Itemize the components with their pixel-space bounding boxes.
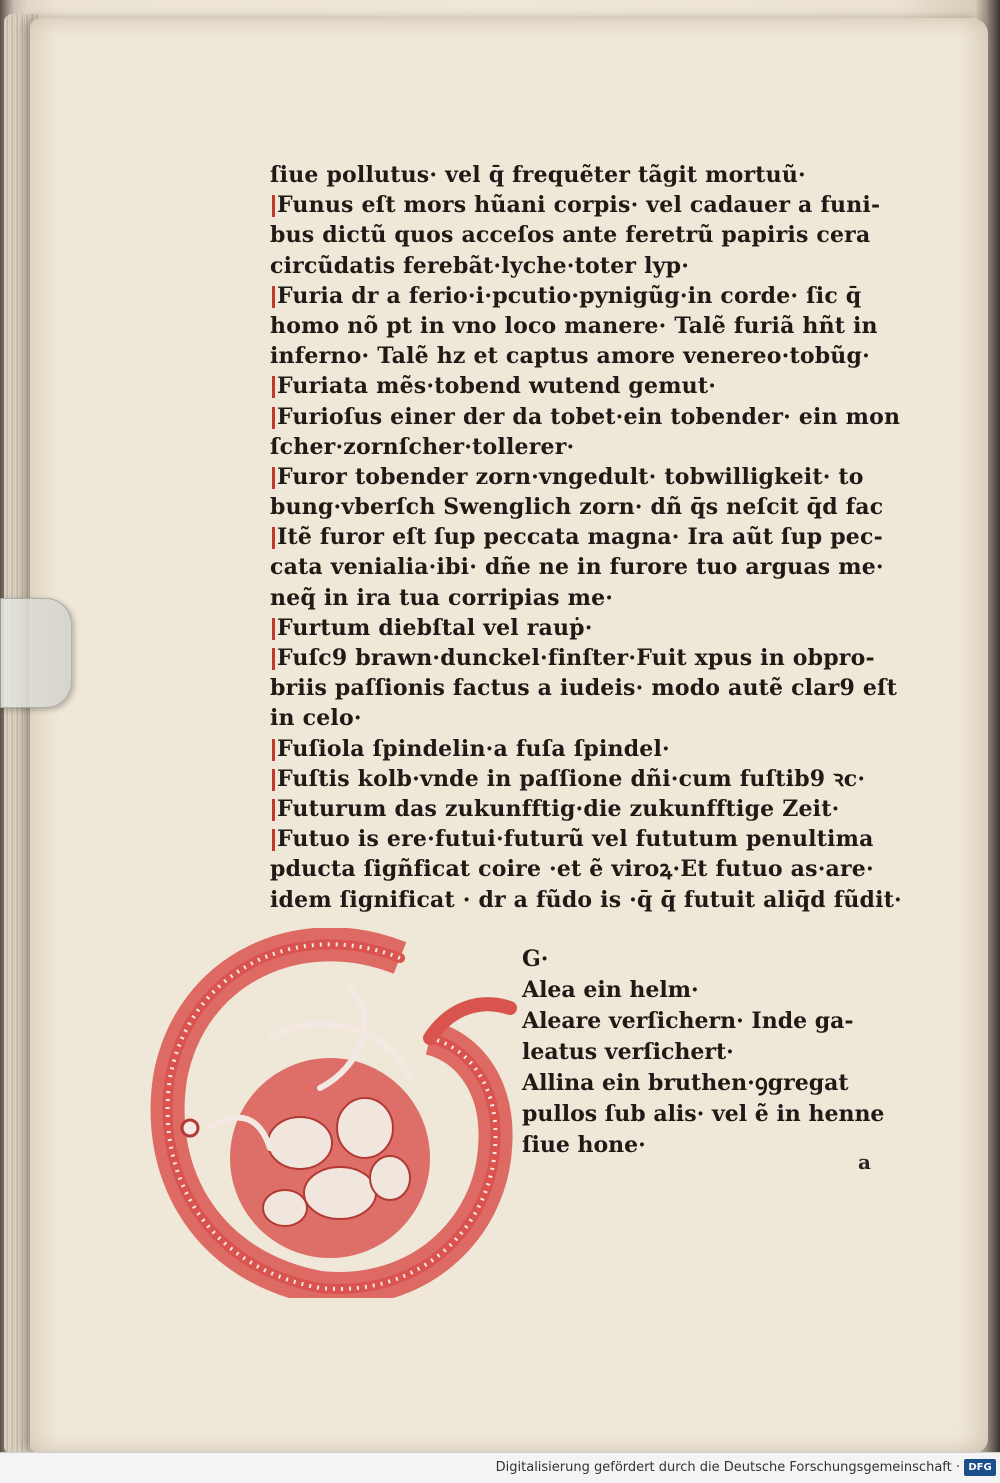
main-text-column bbox=[270, 160, 910, 915]
text-line-content: briis paſſionis factus a iudeis· modo autẽ clar9 eſt bbox=[270, 675, 898, 702]
text-line-content: Fuſtis kolb·vnde in paſſione dñi·cum fuſtib9 ꝛc· bbox=[277, 765, 866, 792]
footer-bar bbox=[0, 1452, 1000, 1483]
text-line bbox=[270, 251, 910, 281]
text-line bbox=[270, 854, 910, 884]
rubric-mark bbox=[272, 829, 275, 851]
text-line-content: idem ſignificat · dr a fũdo is ·q̄ q̄ futuit aliq̄d fũdit· bbox=[270, 886, 902, 913]
rubric-mark bbox=[272, 376, 275, 398]
text-line-content: ſcher·zornſcher·tollerer· bbox=[270, 433, 575, 460]
text-line-content: Furiata mẽs·tobend wutend gemut· bbox=[277, 373, 717, 400]
text-line bbox=[270, 734, 910, 764]
text-line-content: homo nõ pt in vno loco manere· Talẽ furiã hñt in bbox=[270, 312, 878, 339]
text-line bbox=[270, 522, 910, 552]
text-line bbox=[270, 764, 910, 794]
text-line bbox=[270, 583, 910, 613]
section-letter: G· bbox=[522, 946, 549, 972]
side-text-column bbox=[522, 944, 902, 1161]
dfg-logo: DFG bbox=[964, 1459, 996, 1476]
page-clip-holder bbox=[0, 598, 72, 708]
decorated-initial-g bbox=[150, 928, 530, 1298]
text-line-content: Itẽ furor eſt ſup peccata magna· Ira aũt ſup pec- bbox=[277, 524, 883, 551]
footer-credit: Digitalisierung gefördert durch die Deutsche Forschungsgemeinschaft · bbox=[495, 1460, 960, 1475]
text-line bbox=[270, 643, 910, 673]
text-line bbox=[270, 462, 910, 492]
text-line bbox=[270, 311, 910, 341]
text-line bbox=[270, 794, 910, 824]
text-line bbox=[270, 885, 910, 915]
text-line-content: cata venialia·ibi· dñe ne in furore tuo arguas me· bbox=[270, 554, 884, 581]
text-line-content: in celo· bbox=[270, 705, 362, 732]
text-line-content: Futurum das zukunfftig·die zukunfftige Zeit· bbox=[277, 795, 840, 822]
side-text-line: Alea ein helm· bbox=[522, 977, 699, 1003]
rubric-mark bbox=[272, 618, 275, 640]
text-line bbox=[270, 281, 910, 311]
text-line-content: Fuſc9 brawn·dunckel·finſter·Fuit xpus in obpro- bbox=[277, 645, 875, 671]
text-line-content: inferno· Talẽ hz et captus amore venereo·tobũg· bbox=[270, 343, 870, 370]
text-line bbox=[270, 673, 910, 703]
side-text-line: pullos ſub alis· vel ẽ in henne bbox=[522, 1101, 885, 1127]
right-page-edge bbox=[988, 0, 1000, 1483]
text-line-content: ſiue pollutus· vel q̄ frequẽter tãgit mortuũ· bbox=[270, 162, 806, 188]
rubric-mark bbox=[272, 467, 275, 489]
text-line bbox=[270, 190, 910, 220]
rubric-mark bbox=[272, 739, 275, 761]
text-line-content: bung·vberſch Swenglich zorn· dñ q̄s neſcit q̄d fac bbox=[270, 494, 884, 521]
rubric-mark bbox=[272, 799, 275, 821]
text-line bbox=[270, 220, 910, 250]
side-text-line: leatus verſichert· bbox=[522, 1039, 734, 1065]
text-line bbox=[270, 703, 910, 733]
rubric-mark bbox=[272, 527, 275, 549]
rubric-mark bbox=[272, 286, 275, 308]
side-text-line: Aleare verſichern· Inde ga- bbox=[522, 1008, 854, 1034]
text-line-content: Futuo is ere·futui·futurũ vel fututum penultima bbox=[277, 826, 874, 853]
text-line bbox=[270, 552, 910, 582]
rubric-mark bbox=[272, 195, 275, 217]
text-line-content: bus dictũ quos acceſos ante feretrũ papiris cera bbox=[270, 222, 871, 249]
text-line-content: Funus eſt mors hũani corpis· vel cadauer a funi- bbox=[277, 192, 881, 219]
text-line bbox=[270, 432, 910, 462]
text-line bbox=[270, 402, 910, 432]
text-line-content: Furor tobender zorn·vngedult· tobwilligkeit· to bbox=[277, 463, 864, 490]
text-line-content: circũdatis ferebãt·lyche·toter lyp· bbox=[270, 252, 690, 279]
text-line bbox=[270, 341, 910, 371]
text-line-content: Fuſiola ſpindelin·a fuſa ſpindel· bbox=[277, 735, 670, 762]
side-text-line: ſiue hone· bbox=[522, 1132, 646, 1158]
text-line bbox=[270, 613, 910, 643]
text-line bbox=[270, 492, 910, 522]
text-line-content: neq̃ in ira tua corripias me· bbox=[270, 584, 614, 611]
rubric-mark bbox=[272, 407, 275, 429]
text-line-content: pducta ſigñficat coire ·et ẽ viroꝝ·Et futuo as·are· bbox=[270, 856, 874, 883]
rubric-mark bbox=[272, 769, 275, 791]
text-line-content: Furioſus einer der da tobet·ein tobender· ein mon bbox=[277, 403, 901, 430]
text-line-content: Furtum diebſtal vel rauṗ· bbox=[277, 614, 593, 641]
signature-mark: a bbox=[858, 1150, 871, 1174]
side-text-line: Allina ein bruthen·ꝯgregat bbox=[522, 1070, 849, 1096]
text-line bbox=[270, 371, 910, 401]
rubric-mark bbox=[272, 648, 275, 670]
text-line bbox=[270, 160, 910, 190]
text-line-content: Furia dr a ferio·i·pcutio·pynigũg·in corde· ſic q̄ bbox=[277, 282, 862, 309]
text-line bbox=[270, 824, 910, 854]
